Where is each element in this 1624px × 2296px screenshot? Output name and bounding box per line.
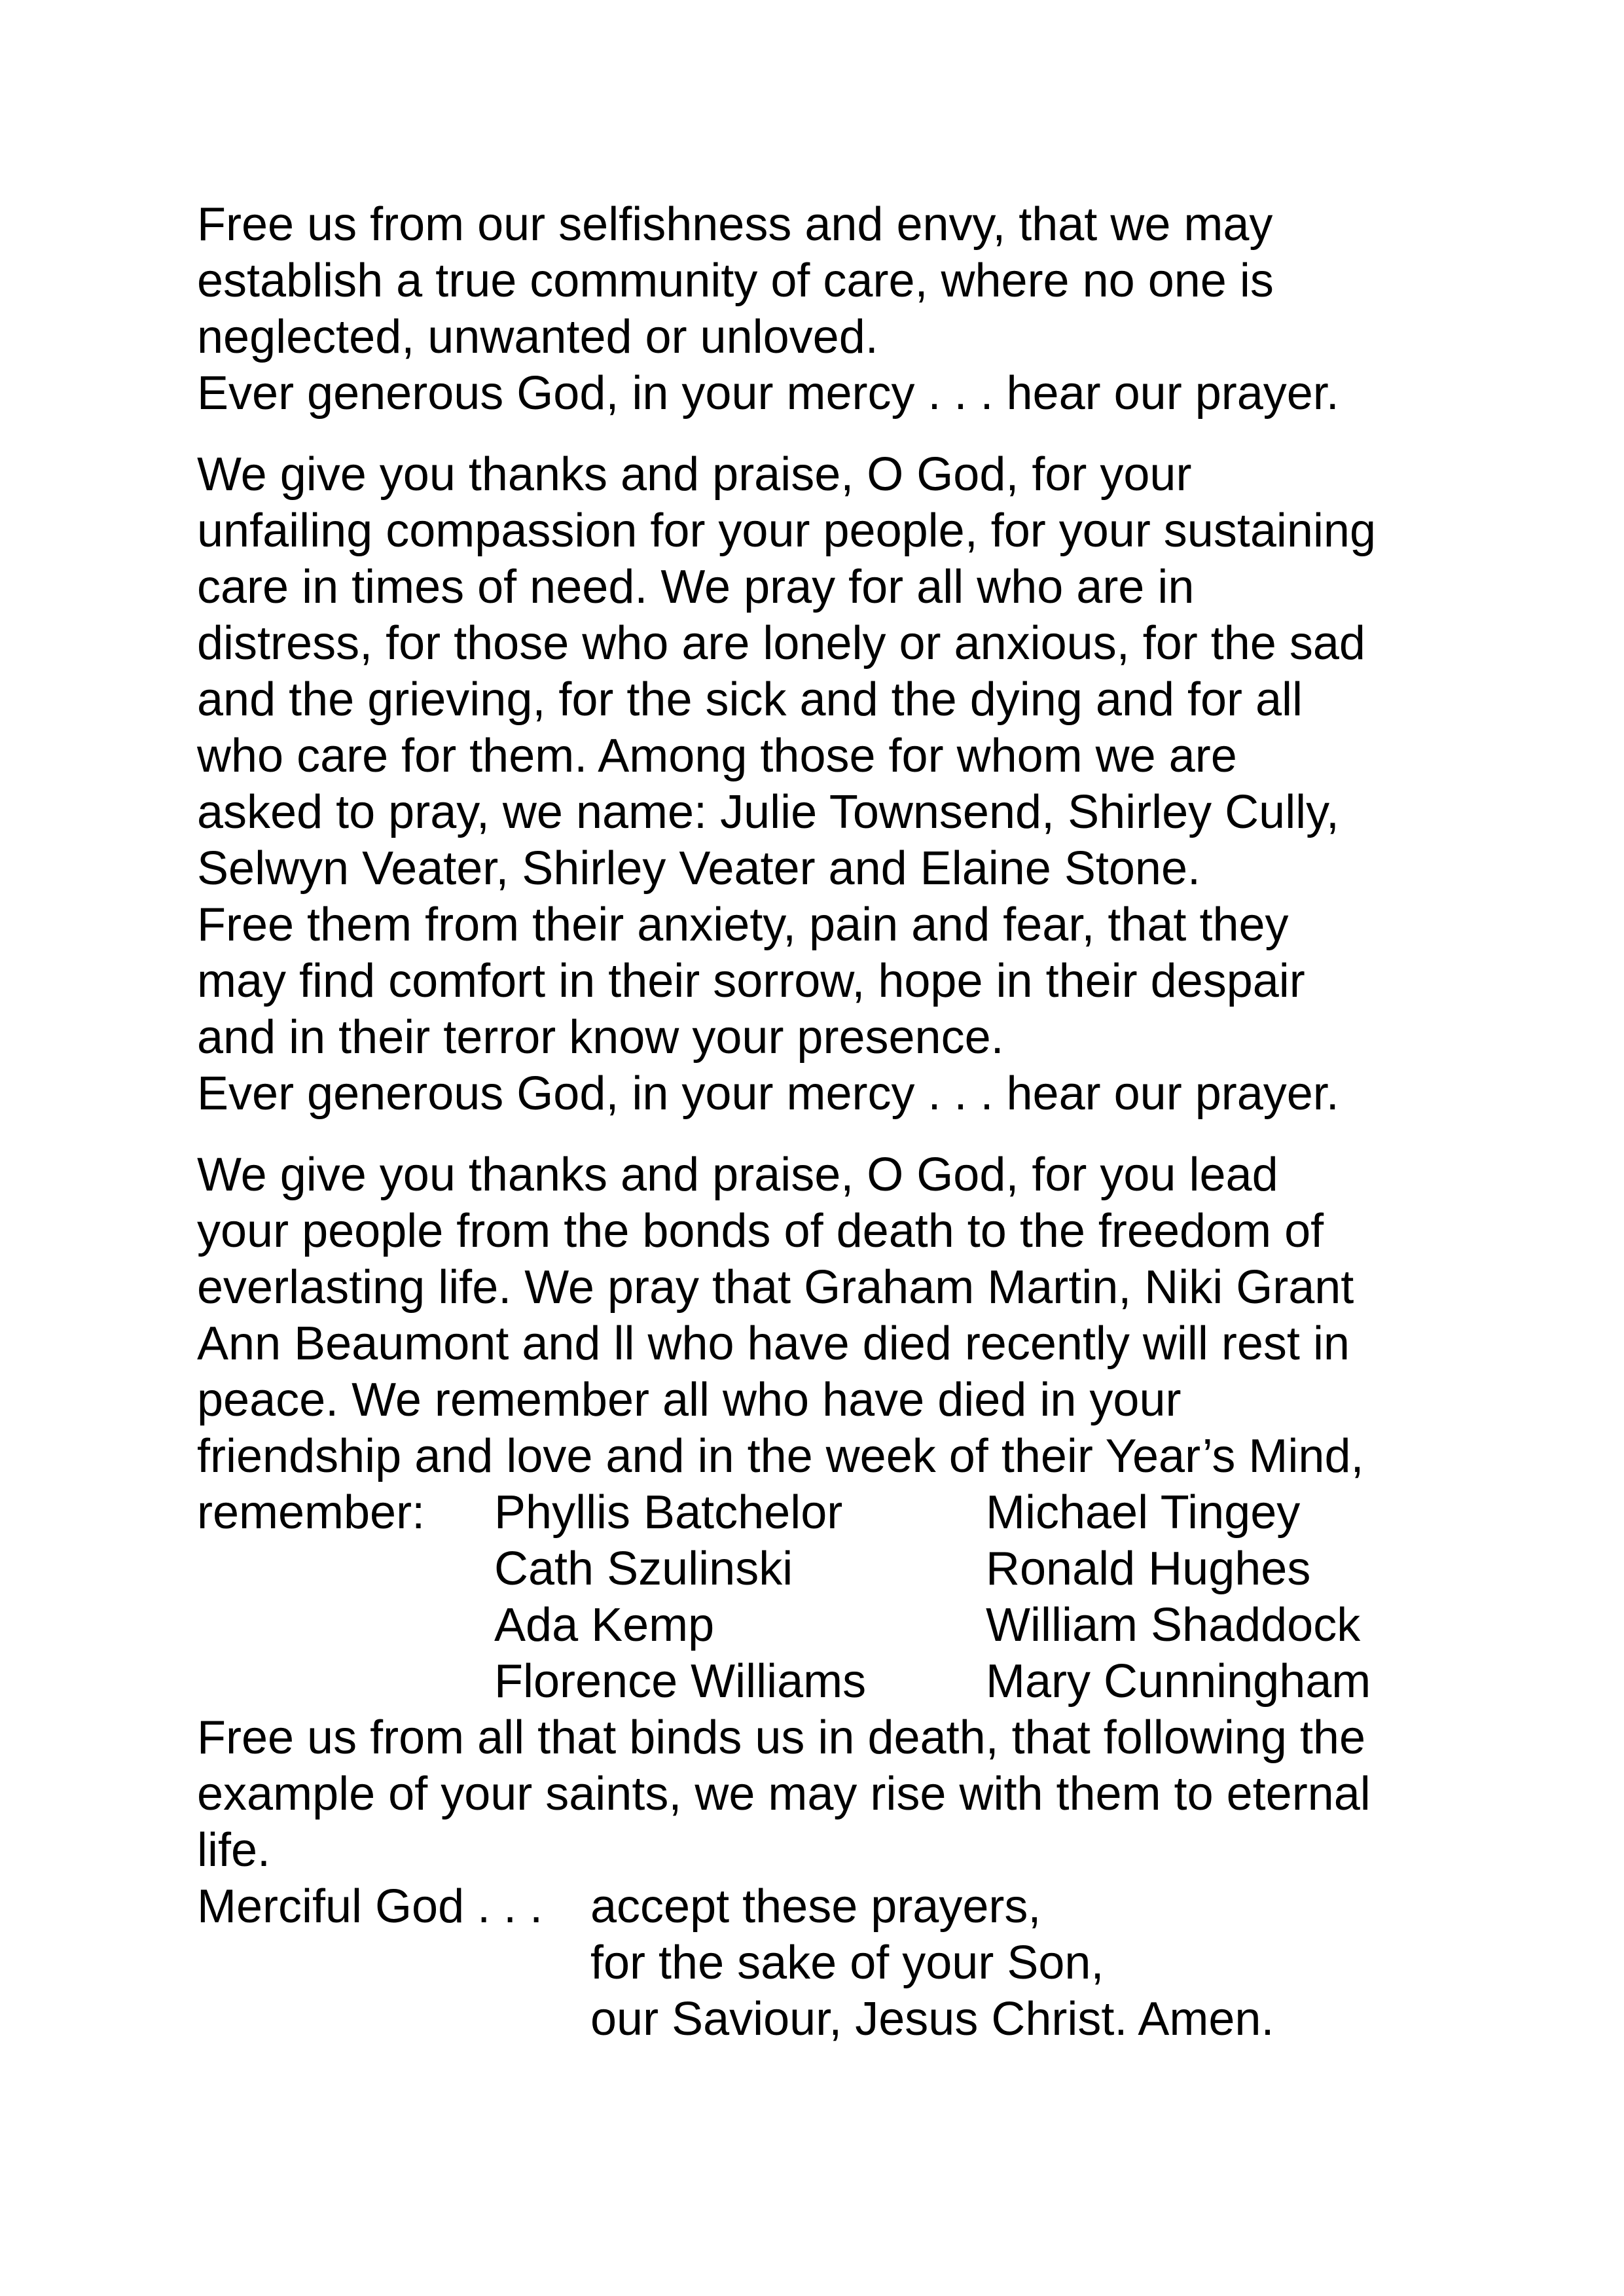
closing-prayer-row <box>197 1878 1454 1935</box>
text-line: care in times of need. We pray for all who are in <box>197 561 1195 613</box>
text-line: distress, for those who are lonely or anxious, for the sad <box>197 617 1365 670</box>
prayer-paragraph-3 <box>197 1147 1454 2047</box>
response-line: Ever generous God, in your mercy . . . hear our prayer. <box>197 1067 1339 1120</box>
text-line: unfailing compassion for your people, for your sustaining <box>197 505 1377 557</box>
text-line: who care for them. Among those for whom we are <box>197 730 1237 782</box>
text-line: neglected, unwanted or unloved. <box>197 311 878 363</box>
prayer-paragraph-1 <box>197 196 1454 422</box>
text-line: your people from the bonds of death to the freedom of <box>197 1205 1324 1257</box>
closing-prayer-row <box>197 1935 1454 1991</box>
text-line: peace. We remember all who have died in your <box>197 1374 1182 1426</box>
text-line: everlasting life. We pray that Graham Martin, Niki Grant <box>197 1261 1354 1314</box>
text-line: may find comfort in their sorrow, hope in their despair <box>197 955 1305 1007</box>
remembered-name: Michael Tingey <box>986 1486 1301 1539</box>
remembrance-names-row <box>197 1484 1454 1541</box>
remembered-name: Ronald Hughes <box>986 1543 1311 1595</box>
text-line: and the grieving, for the sick and the dying and for all <box>197 673 1303 726</box>
remembered-name: Ada Kemp <box>494 1599 715 1651</box>
remember-label: remember: <box>197 1486 425 1539</box>
text-line: Free them from their anxiety, pain and fear, that they <box>197 899 1289 951</box>
closing-lead: Merciful God . . . <box>197 1880 543 1933</box>
remembrance-names-row <box>197 1597 1454 1653</box>
text-line: life. <box>197 1824 271 1876</box>
closing-response: accept these prayers, <box>590 1880 1041 1933</box>
text-line: We give you thanks and praise, O God, for you lead <box>197 1149 1278 1201</box>
text-line: establish a true community of care, where no one is <box>197 255 1274 307</box>
response-line: Ever generous God, in your mercy . . . hear our prayer. <box>197 367 1339 420</box>
remembered-name: Florence Williams <box>494 1655 867 1708</box>
closing-response: our Saviour, Jesus Christ. Amen. <box>590 1993 1274 2045</box>
prayer-page <box>197 196 1454 2047</box>
remembrance-names-row <box>197 1653 1454 1710</box>
remembered-name: William Shaddock <box>986 1599 1361 1651</box>
text-line: We give you thanks and praise, O God, for your <box>197 448 1192 501</box>
text-line: asked to pray, we name: Julie Townsend, Shirley Cully, <box>197 786 1339 838</box>
text-line: example of your saints, we may rise with them to eternal <box>197 1768 1371 1820</box>
remembered-name: Phyllis Batchelor <box>494 1486 843 1539</box>
text-line: friendship and love and in the week of their Year’s Mind, <box>197 1430 1364 1482</box>
text-line: Free us from our selfishness and envy, that we may <box>197 198 1273 251</box>
text-line: and in their terror know your presence. <box>197 1011 1004 1064</box>
text-line: Ann Beaumont and ll who have died recently will rest in <box>197 1318 1350 1370</box>
text-line: Selwyn Veater, Shirley Veater and Elaine Stone. <box>197 842 1200 895</box>
closing-response: for the sake of your Son, <box>590 1937 1104 1989</box>
remembered-name: Cath Szulinski <box>494 1543 793 1595</box>
remembered-name: Mary Cunningham <box>986 1655 1371 1708</box>
closing-prayer-row <box>197 1991 1454 2047</box>
text-line: Free us from all that binds us in death, that following the <box>197 1712 1365 1764</box>
prayer-paragraph-2 <box>197 446 1454 1122</box>
remembrance-names-row <box>197 1541 1454 1597</box>
